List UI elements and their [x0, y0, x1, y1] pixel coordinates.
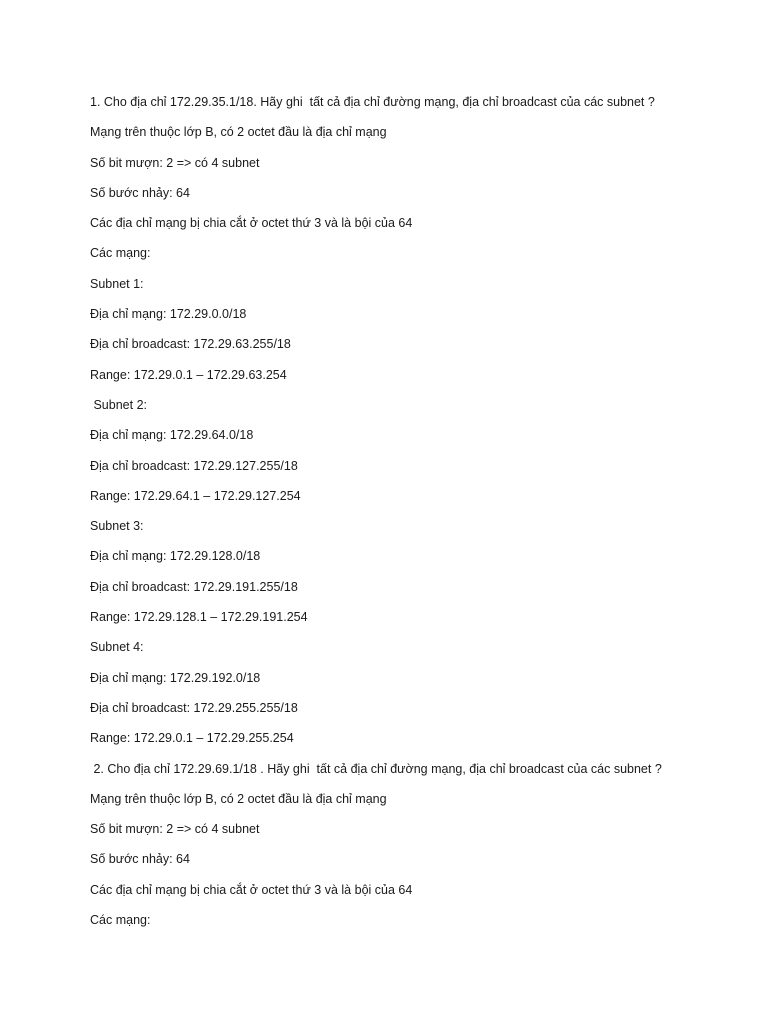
- network-class-line: Mạng trên thuộc lớp B, có 2 octet đầu là địa chỉ mạng: [90, 125, 387, 140]
- subnet-3-network-address: Địa chỉ mạng: 172.29.128.0/18: [90, 549, 261, 564]
- subnet-4-heading: Subnet 4:: [90, 640, 144, 655]
- subnet-2-network-address: Địa chỉ mạng: 172.29.64.0/18: [90, 428, 254, 443]
- octet-division-line-2: Các địa chỉ mạng bị chia cắt ở octet thứ 3 và là bội của 64: [90, 882, 413, 897]
- borrowed-bits-line: Số bit mượn: 2 => có 4 subnet: [90, 155, 260, 170]
- networks-heading-2: Các mạng:: [90, 913, 151, 928]
- subnet-3-heading: Subnet 3:: [90, 519, 144, 534]
- network-class-line-2: Mạng trên thuộc lớp B, có 2 octet đầu là địa chỉ mạng: [90, 791, 387, 806]
- subnet-1-heading: Subnet 1:: [90, 276, 144, 291]
- subnet-1-range: Range: 172.29.0.1 – 172.29.63.254: [90, 367, 287, 382]
- subnet-1-network-address: Địa chỉ mạng: 172.29.0.0/18: [90, 307, 247, 322]
- subnet-3-broadcast-address: Địa chỉ broadcast: 172.29.191.255/18: [90, 579, 298, 594]
- subnet-2-range: Range: 172.29.64.1 – 172.29.127.254: [90, 488, 301, 503]
- borrowed-bits-line-2: Số bit mượn: 2 => có 4 subnet: [90, 822, 260, 837]
- subnet-4-network-address: Địa chỉ mạng: 172.29.192.0/18: [90, 670, 261, 685]
- step-size-line-2: Số bước nhảy: 64: [90, 852, 190, 867]
- subnet-1-broadcast-address: Địa chỉ broadcast: 172.29.63.255/18: [90, 337, 291, 352]
- subnet-2-broadcast-address: Địa chỉ broadcast: 172.29.127.255/18: [90, 458, 298, 473]
- question-2-prompt: 2. Cho địa chỉ 172.29.69.1/18 . Hãy ghi tất cả địa chỉ đường mạng, địa chỉ broadcast của các subnet ?: [90, 761, 662, 776]
- subnet-2-heading: Subnet 2:: [90, 397, 147, 412]
- octet-division-line: Các địa chỉ mạng bị chia cắt ở octet thứ 3 và là bội của 64: [90, 216, 413, 231]
- subnet-4-range: Range: 172.29.0.1 – 172.29.255.254: [90, 731, 294, 746]
- question-1-prompt: 1. Cho địa chỉ 172.29.35.1/18. Hãy ghi tất cả địa chỉ đường mạng, địa chỉ broadcast của các subnet ?: [90, 95, 655, 109]
- step-size-line: Số bước nhảy: 64: [90, 185, 190, 200]
- subnet-3-range: Range: 172.29.128.1 – 172.29.191.254: [90, 610, 308, 625]
- document-body: [90, 93, 730, 941]
- networks-heading: Các mạng:: [90, 246, 151, 261]
- subnet-4-broadcast-address: Địa chỉ broadcast: 172.29.255.255/18: [90, 700, 298, 715]
